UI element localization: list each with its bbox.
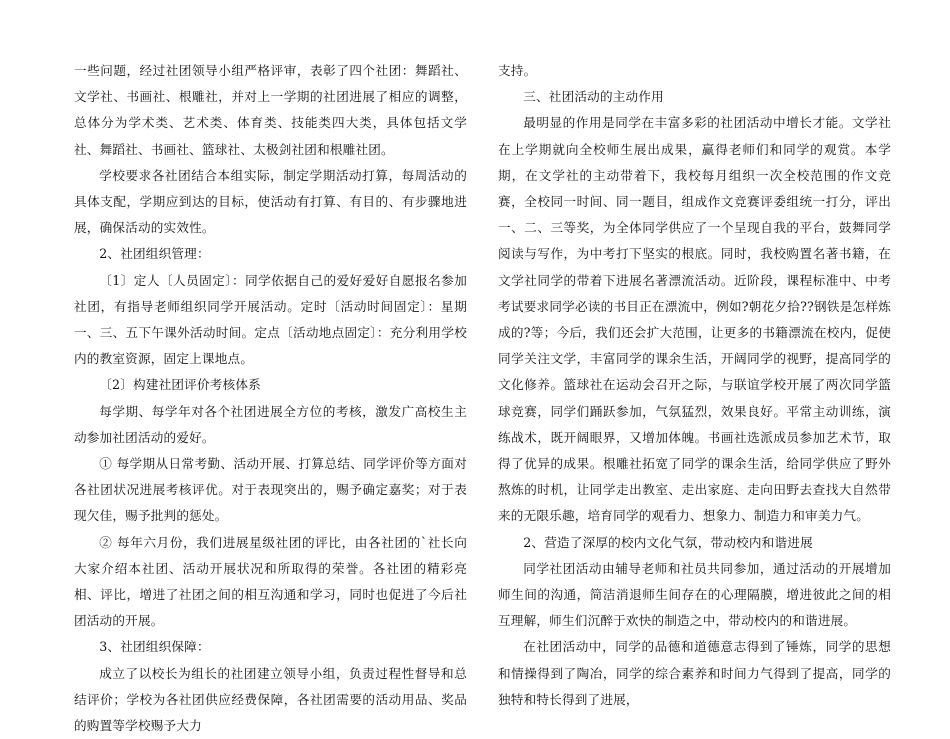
section-heading: 三、社团活动的主动作用 xyxy=(523,89,664,105)
paragraph: 每学期、每学年对各个社团进展全方位的考核，激发广高校生主动参加社团活动的爱好。 xyxy=(74,403,467,445)
section-heading: 〔2〕构建社团评价考核体系 xyxy=(99,377,261,393)
paragraph: 在社团活动中，同学的品德和道德意志得到了锤炼，同学的思想和情操得到了陶冶，同学的综合素养和时间力气得到了提高，同学的独特和特长得到了进展， xyxy=(498,639,891,707)
paragraph: 成立了以校长为组长的社团建立领导小组，负责过程性督导和总结评价；学校为各社团供应经费保障，各社团需要的活动用品、奖品的购置等学校赐予大力 xyxy=(74,665,467,734)
paragraph: ② 每年六月份，我们进展星级社团的评比，由各社团的`社长向大家介绍本社团、活动开展状况和所取得的荣誉。各社团的精彩亮相、评比，增进了社团之间的相互沟通和学习，同时也促进了今后社团活动的开展。 xyxy=(74,534,467,629)
paragraph: 支持。 xyxy=(498,63,537,78)
paragraph: 一些问题，经过社团领导小组严格评审，表彰了四个社团：舞蹈社、文学社、书画社、根雕社，并对上一学期的社团进展了相应的调整，总体分为学术类、艺术类、体育类、技能类四大类，具体包括文学社、舞蹈社、书画社、篮球社、太极剑社团和根雕社团。 xyxy=(74,63,467,157)
section-heading: 2、社团组织管理： xyxy=(99,246,210,262)
paragraph: ① 每学期从日常考勤、活动开展、打算总结、同学评价等方面对各社团状况进展考核评优。对于表现突出的，赐予确定嘉奖；对于表现欠佳，赐予批判的惩处。 xyxy=(74,456,467,524)
right-column xyxy=(498,58,891,713)
left-column xyxy=(74,58,467,739)
paragraph: 最明显的作用是同学在丰富多彩的社团活动中增长才能。文学社在上学期就向全校师生展出成果，赢得老师们和同学的观赏。本学期，在文学社的主动带着下，我校每月组织一次全校范围的作文竞赛，全校同一时间、同一题目，组成作文竞赛评委组统一打分，评出一、二、三等奖，为全体同学供应了一个呈现自我的平台，鼓舞同学阅读与写作，为中考打下坚实的根底。同时，我校购置名著书籍，在文学社同学的带着下进展名著漂流活动。近阶段，课程标准中、中考考试要求同学必读的书目正在漂流中，例如?朝花夕拾??钢铁是怎样炼成的?等；今后，我们还会扩大范围，让更多的书籍漂流在校内，促使同学关注文学，丰富同学的课余生活，开阔同学的视野，提高同学的文化修养。篮球社在运动会召开之际，与联谊学校开展了两次同学篮球竞赛，同学们踊跃参加，气氛猛烈，效果良好。平常主动训练，演练战术，既开阔眼界，又增加体魄。书画社选派成员参加艺术节，取得了优异的成果。根雕社拓宽了同学的课余生活，给同学供应了野外熬炼的时机，让同学走出教室、走出家庭、走向田野去查找大自然带来的无限乐趣，培育同学的观看力、想象力、制造力和审美力气。 xyxy=(498,115,891,524)
paragraph: 学校要求各社团结合本组实际，制定学期活动打算，每周活动的具体支配，学期应到达的目标，使活动有打算、有目的、有步骤地进展，确保活动的实效性。 xyxy=(74,167,467,236)
section-heading: 3、社团组织保障： xyxy=(99,639,210,655)
paragraph: 〔1〕定人〔人员固定〕：同学依据自己的爱好爱好自愿报名参加社团，有指导老师组织同学开展活动。定时〔活动时间固定〕：星期一、三、五下午课外活动时间。定点〔活动地点固定〕：充分利用学校内的教室资源，固定上课地点。 xyxy=(74,272,467,367)
paragraph: 同学社团活动由辅导老师和社员共同参加，通过活动的开展增加师生间的沟通，简洁消退师生间存在的心理隔膜，增进彼此之间的相互理解，师生们沉醉于欢快的制造之中，带动校内的和谐进展。 xyxy=(498,560,891,629)
section-heading: 2、营造了深厚的校内文化气氛，带动校内和谐进展 xyxy=(523,534,813,550)
